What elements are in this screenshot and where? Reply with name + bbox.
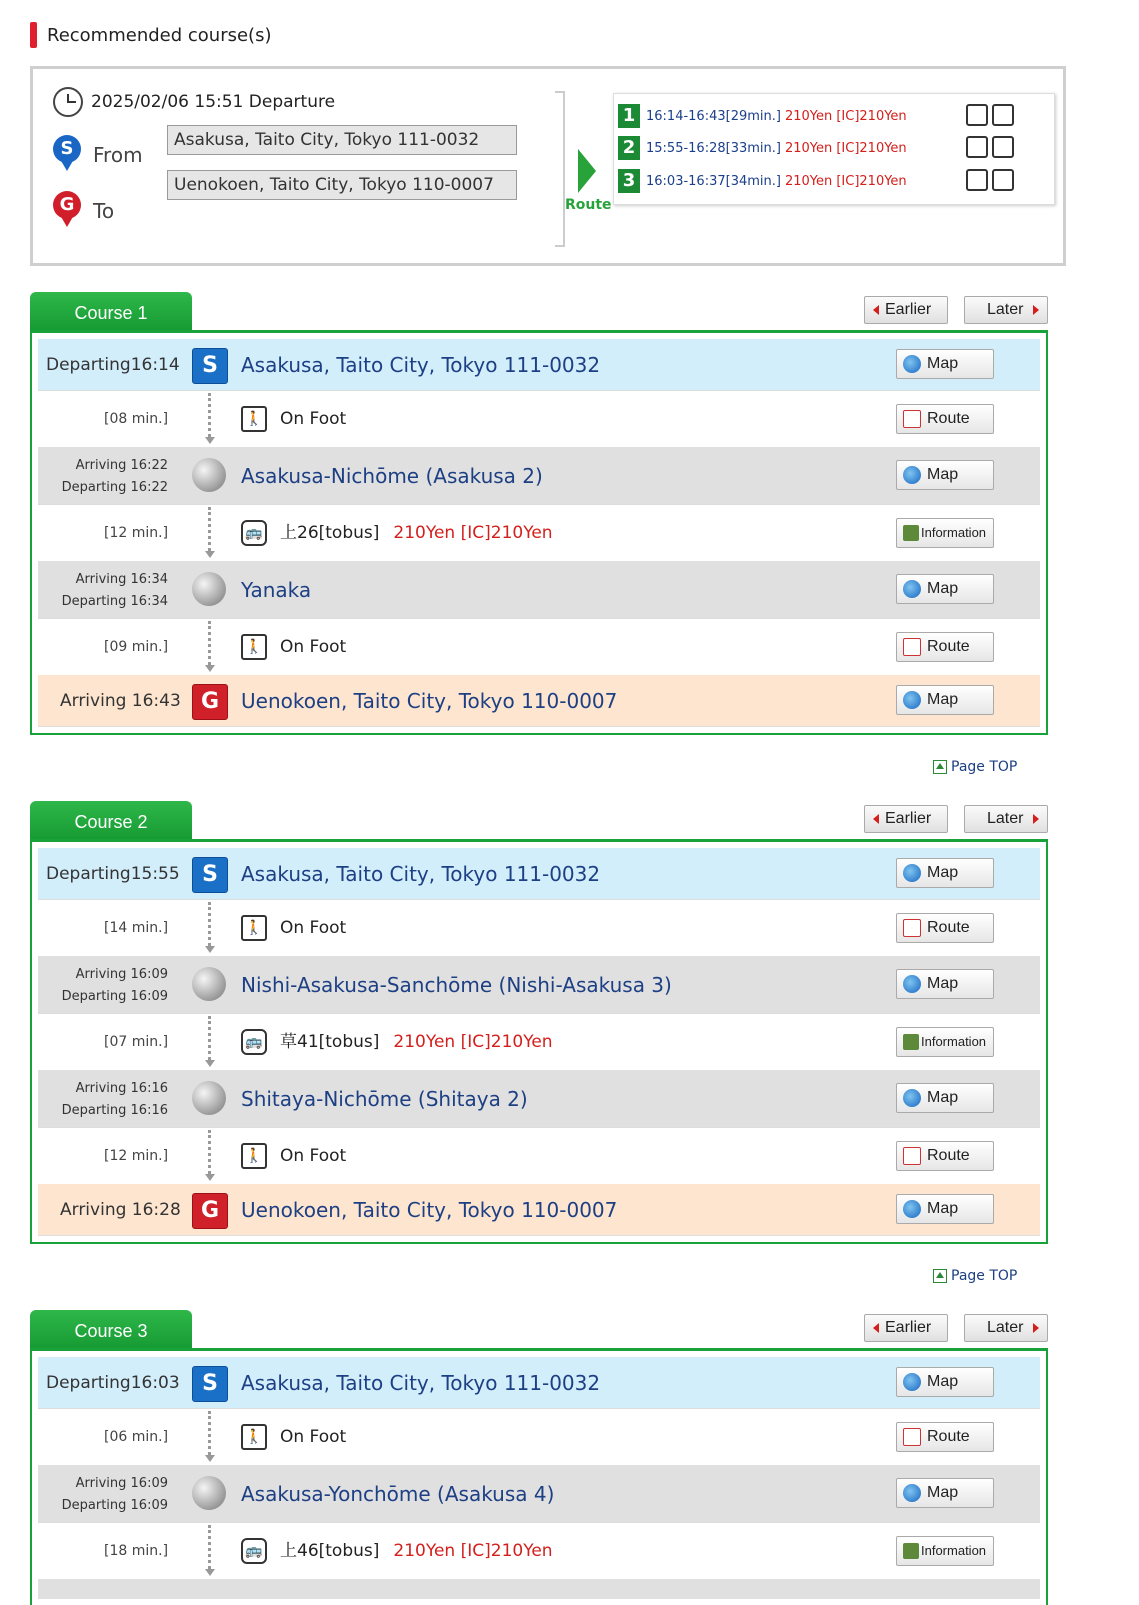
segment-duration: [18 min.] [104,1543,169,1559]
bus-info-icon [903,1034,919,1050]
globe-icon [903,691,921,709]
option-fare: 210Yen [IC]210Yen [784,140,907,156]
segment-mode: On Foot [280,637,347,657]
course-body [30,330,1048,735]
stop-marker-icon [192,1476,226,1510]
stop-row [38,1070,1040,1128]
globe-icon [903,1484,921,1502]
option-time[interactable]: 16:03-16:37[34min.] [646,173,781,189]
up-arrow-icon [933,1269,947,1283]
course-options [613,93,1055,205]
segment-line: 上46[tobus] 210Yen [IC]210Yen [280,1541,553,1561]
option-3-modes [966,169,1014,191]
segment-line: 上26[tobus] 210Yen [IC]210Yen [280,523,553,543]
station-name: Uenokoen, Taito City, Tokyo 110-0007 [241,689,618,713]
walk-segment [38,619,1040,675]
route-map-icon [903,638,921,656]
connector-line [208,1130,211,1174]
start-row [38,848,1040,900]
segment-duration: [07 min.] [104,1034,169,1050]
option-2-modes [966,136,1014,158]
station-name: Asakusa, Taito City, Tokyo 111-0032 [241,1371,601,1395]
stop-row [38,1465,1040,1523]
segment-mode: On Foot [280,1146,347,1166]
map-button[interactable]: Map [896,460,994,490]
goal-row [38,675,1040,727]
course-body [30,1348,1048,1605]
option-fare: 210Yen [IC]210Yen [784,108,907,124]
course-option-3[interactable] [618,167,907,195]
information-button[interactable]: Information [896,518,994,548]
segment-fare: 210Yen [IC]210Yen [393,1032,553,1052]
route-indicator [565,149,612,213]
walk-icon [992,169,1014,191]
down-arrow-icon [205,1174,215,1181]
goal-pin-icon: G [51,191,83,231]
map-button[interactable]: Map [896,349,994,379]
stop-times: Arriving 16:22 Departing 16:22 [61,458,168,495]
station-name: Shitaya-Nichōme (Shitaya 2) [241,1087,528,1111]
walk-icon: 🚶 [241,915,267,941]
from-field[interactable]: Asakusa, Taito City, Tokyo 111-0032 [167,125,517,155]
from-row [51,135,143,175]
route-map-icon [903,1428,921,1446]
route-map-icon [903,1147,921,1165]
down-arrow-icon [205,551,215,558]
stop-row [38,447,1040,505]
later-button[interactable]: Later [964,1314,1048,1342]
bus-segment [38,1014,1040,1070]
station-name: Asakusa-Yonchōme (Asakusa 4) [241,1482,555,1506]
earlier-button[interactable]: Earlier [864,1314,948,1342]
to-field[interactable]: Uenokoen, Taito City, Tokyo 110-0007 [167,170,517,200]
start-pin-icon: S [51,135,83,175]
stop-marker-icon [192,967,226,1001]
route-button[interactable]: Route [896,404,994,434]
walk-icon [992,136,1014,158]
map-button[interactable]: Map [896,969,994,999]
bus-icon [966,169,988,191]
map-button[interactable]: Map [896,1194,994,1224]
course-tab: Course 1 [30,292,192,332]
map-button[interactable]: Map [896,574,994,604]
start-badge: S [192,1366,228,1402]
stop-marker-icon [192,458,226,492]
option-1-modes [966,104,1014,126]
route-button[interactable]: Route [896,913,994,943]
bus-icon: 🚌 [241,520,267,546]
route-arrow-icon [578,149,596,193]
information-button[interactable]: Information [896,1027,994,1057]
connector-line [208,393,211,437]
stop-row [38,561,1040,619]
bus-segment [38,505,1040,561]
earlier-button[interactable]: Earlier [864,296,948,324]
connector-line [208,1411,211,1455]
station-name: Uenokoen, Taito City, Tokyo 110-0007 [241,1198,618,1222]
option-number: 1 [618,104,640,128]
up-arrow-icon [933,760,947,774]
goal-row [38,1184,1040,1236]
connector-line [208,621,211,665]
course-tab: Course 2 [30,801,192,841]
segment-line: 草41[tobus] 210Yen [IC]210Yen [280,1032,553,1052]
down-arrow-icon [205,1569,215,1576]
down-arrow-icon [205,437,215,444]
route-button[interactable]: Route [896,632,994,662]
walk-segment [38,391,1040,447]
stop-marker-icon [192,572,226,606]
globe-icon [903,466,921,484]
segment-mode: On Foot [280,409,347,429]
option-time[interactable]: 15:55-16:28[33min.] [646,140,781,156]
segment-fare: 210Yen [IC]210Yen [393,1541,553,1561]
departure-time: Departing16:14 [46,355,180,375]
globe-icon [903,1200,921,1218]
option-number: 3 [618,169,640,193]
goal-badge: G [192,1193,228,1229]
globe-icon [903,864,921,882]
segment-duration: [06 min.] [104,1429,169,1445]
stop-row-partial [38,1579,1040,1599]
bus-icon [966,136,988,158]
station-name: Yanaka [241,578,312,602]
globe-icon [903,580,921,598]
station-name: Nishi-Asakusa-Sanchōme (Nishi-Asakusa 3) [241,973,672,997]
walk-icon: 🚶 [241,1424,267,1450]
earlier-button[interactable]: Earlier [864,805,948,833]
stop-row [38,956,1040,1014]
to-row [51,191,114,231]
page-top-link[interactable]: Page TOP [933,759,1017,775]
down-arrow-icon [205,665,215,672]
clock-icon [53,87,83,117]
course-option-2[interactable] [618,134,907,162]
start-row [38,1357,1040,1409]
route-map-icon [903,919,921,937]
option-fare: 210Yen [IC]210Yen [784,173,907,189]
departure-time: Departing15:55 [46,864,180,884]
bus-icon: 🚌 [241,1029,267,1055]
stop-times: Arriving 16:09 Departing 16:09 [61,1476,168,1513]
globe-icon [903,1373,921,1391]
stop-times: Arriving 16:09 Departing 16:09 [61,967,168,1004]
departure-datetime: 2025/02/06 15:51 Departure [91,92,336,112]
departure-time: Departing16:03 [46,1373,180,1393]
arrival-time: Arriving 16:28 [60,1200,181,1220]
page-top-link[interactable]: Page TOP [933,1268,1017,1284]
bus-icon: 🚌 [241,1538,267,1564]
from-label: From [93,143,143,167]
segment-fare: 210Yen [IC]210Yen [393,523,553,543]
arrival-time: Arriving 16:43 [60,691,181,711]
course-option-1[interactable] [618,102,907,130]
stop-times: Arriving 16:34 Departing 16:34 [61,572,168,609]
start-badge: S [192,348,228,384]
search-summary [30,66,1066,266]
station-name: Asakusa, Taito City, Tokyo 111-0032 [241,862,601,886]
stop-marker-icon [192,1081,226,1115]
segment-duration: [09 min.] [104,639,169,655]
course-tab: Course 3 [30,1310,192,1350]
segment-mode: On Foot [280,918,347,938]
connector-line [208,1525,211,1569]
segment-duration: [12 min.] [104,525,169,541]
map-button[interactable]: Map [896,1083,994,1113]
start-badge: S [192,857,228,893]
route-map-icon [903,410,921,428]
section-header [30,22,271,48]
segment-duration: [14 min.] [104,920,169,936]
header-accent-bar [30,22,37,48]
bus-info-icon [903,525,919,541]
route-button[interactable]: Route [896,1422,994,1452]
walk-segment [38,1409,1040,1465]
stop-times: Arriving 16:16 Departing 16:16 [61,1081,168,1118]
down-arrow-icon [205,946,215,953]
walk-icon: 🚶 [241,634,267,660]
station-name: Asakusa-Nichōme (Asakusa 2) [241,464,543,488]
walk-icon: 🚶 [241,406,267,432]
segment-duration: [12 min.] [104,1148,169,1164]
connector-line [208,902,211,946]
down-arrow-icon [205,1060,215,1067]
down-arrow-icon [205,1455,215,1462]
station-name: Asakusa, Taito City, Tokyo 111-0032 [241,353,601,377]
walk-segment [38,900,1040,956]
walk-icon: 🚶 [241,1143,267,1169]
option-number: 2 [618,136,640,160]
section-title: Recommended course(s) [47,24,272,46]
departure-row [53,87,335,117]
walk-segment [38,1128,1040,1184]
later-button[interactable]: Later [964,296,1048,324]
globe-icon [903,1089,921,1107]
segment-mode: On Foot [280,1427,347,1447]
route-button[interactable]: Route [896,1141,994,1171]
connector-line [208,1016,211,1060]
goal-badge: G [192,684,228,720]
course-body [30,839,1048,1244]
connector-line [208,507,211,551]
information-button[interactable]: Information [896,1536,994,1566]
bracket-divider [555,91,565,247]
globe-icon [903,355,921,373]
globe-icon [903,975,921,993]
segment-duration: [08 min.] [104,411,169,427]
option-time[interactable]: 16:14-16:43[29min.] [646,108,781,124]
map-button[interactable]: Map [896,858,994,888]
map-button[interactable]: Map [896,1367,994,1397]
later-button[interactable]: Later [964,805,1048,833]
walk-icon [992,104,1014,126]
route-label: Route [565,197,612,213]
bus-info-icon [903,1543,919,1559]
map-button[interactable]: Map [896,1478,994,1508]
bus-icon [966,104,988,126]
bus-segment [38,1523,1040,1579]
to-label: To [93,199,115,223]
map-button[interactable]: Map [896,685,994,715]
start-row [38,339,1040,391]
